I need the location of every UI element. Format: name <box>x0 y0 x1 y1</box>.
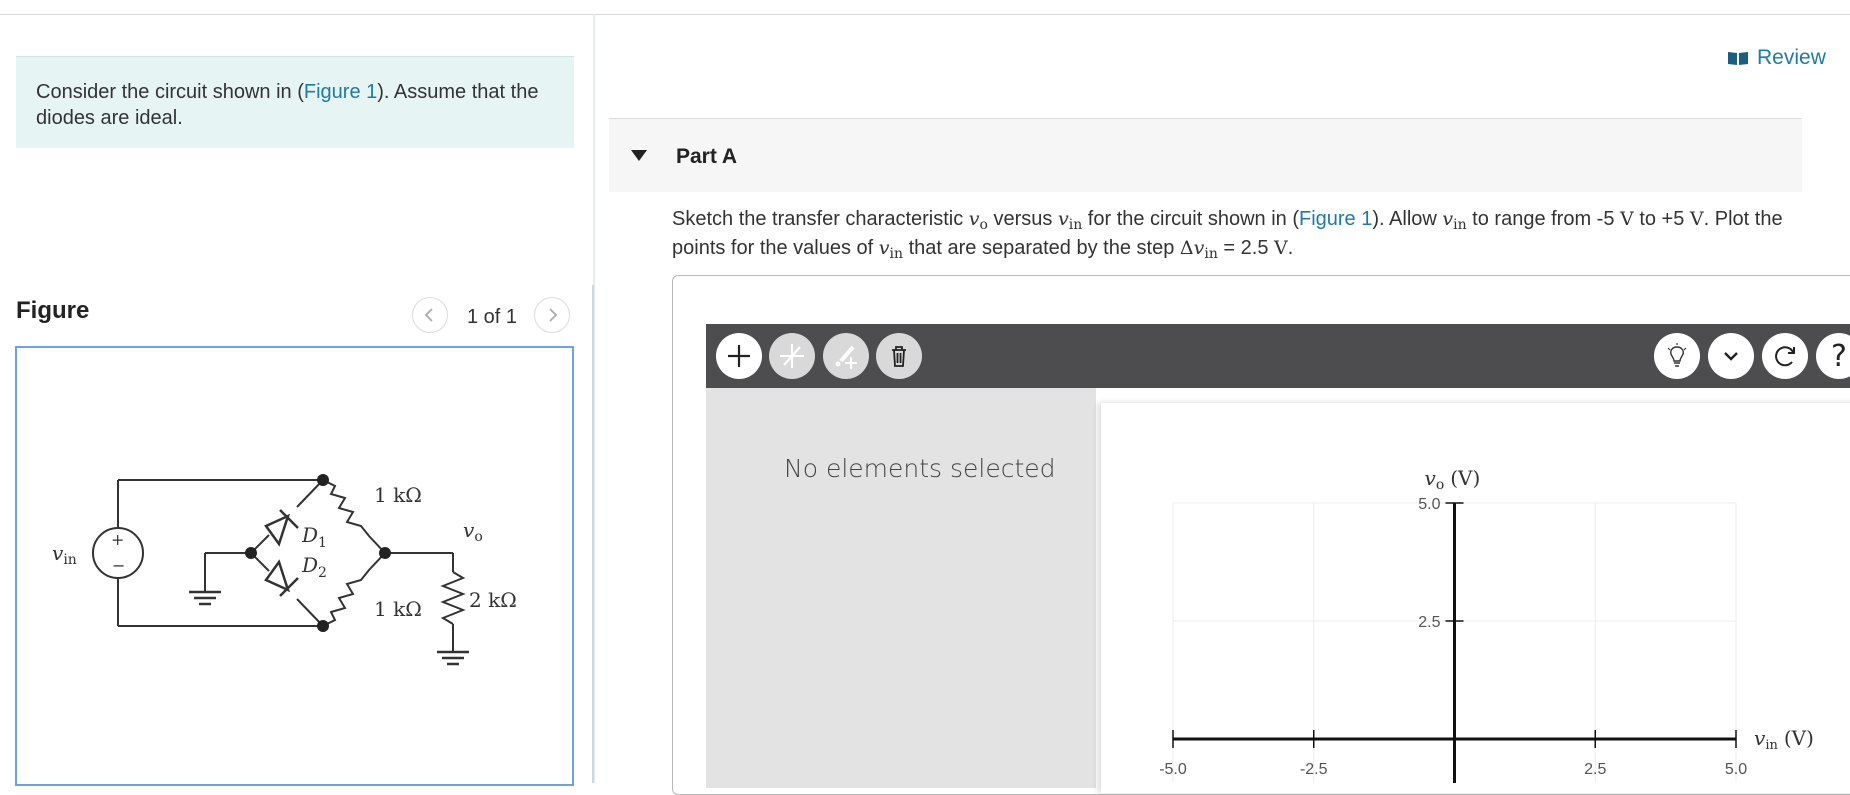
delete-button[interactable] <box>876 333 922 379</box>
svg-text:D1 <box>301 523 327 551</box>
selection-status: No elements selected <box>784 454 1056 483</box>
svg-text:vin <box>52 541 77 568</box>
plus-sign: + <box>111 530 125 549</box>
figure-link[interactable]: Figure 1 <box>303 81 378 103</box>
q-text-1: Sketch the transfer characteristic <box>672 208 969 230</box>
x-tick-label: 5.0 <box>1724 761 1748 778</box>
prompt-text-post: ). Assume that the diodes are ideal. <box>36 81 539 129</box>
top-border <box>0 14 1850 15</box>
q-text-8: that are separated by the step <box>903 237 1180 259</box>
transfer-characteristic-plot[interactable] <box>1101 403 1850 783</box>
vin-var-2: v <box>1442 208 1454 230</box>
q-text-9: = 2.5 <box>1217 237 1275 259</box>
vo-sub: o <box>979 217 988 233</box>
resistor-load-label: 2 kΩ <box>469 588 517 612</box>
problem-statement <box>16 56 574 148</box>
chevron-down-icon <box>1716 341 1746 371</box>
resistor-load <box>443 572 463 624</box>
vin-var-3: v <box>878 237 890 259</box>
q-text-6: to +5 <box>1633 208 1690 230</box>
unit-v-1: V <box>1620 208 1634 230</box>
vo-label-sub: o <box>474 529 483 545</box>
chevron-right-icon <box>544 307 560 323</box>
prev-figure-button[interactable] <box>412 297 448 333</box>
vin-sub-4: in <box>1204 246 1218 262</box>
part-a-header[interactable] <box>609 119 1802 192</box>
d2-label: D <box>302 553 319 577</box>
properties-pane <box>706 388 1096 788</box>
q-text-2: versus <box>987 208 1058 230</box>
q-text-7: . Plot the points for the values of <box>672 208 1783 259</box>
diode-d1 <box>266 516 288 544</box>
pane-scrollbar[interactable] <box>592 285 594 783</box>
hint-button[interactable] <box>1654 333 1700 379</box>
trash-icon <box>884 341 914 371</box>
x-tick-label: -2.5 <box>1299 761 1328 778</box>
review-label: Review <box>1757 46 1826 69</box>
reset-icon <box>1770 341 1800 371</box>
y-tick-label: 2.5 <box>1418 614 1441 631</box>
line-tool-icon <box>777 341 807 371</box>
q-text-3: for the circuit shown in ( <box>1082 208 1299 230</box>
d1-label: D <box>302 523 319 547</box>
x-tick-label: -5.0 <box>1159 761 1187 778</box>
svg-text:D2 <box>301 553 327 581</box>
vo-label: v <box>463 518 475 542</box>
x-axis-label: $v_{in}$ (V) <box>1754 726 1814 753</box>
add-point-button[interactable] <box>716 333 762 379</box>
figure-panel <box>15 346 574 786</box>
source-label: v <box>52 541 64 565</box>
lightbulb-icon <box>1662 341 1692 371</box>
add-vector-button[interactable] <box>823 333 869 379</box>
chevron-left-icon <box>422 307 438 323</box>
y-axis-label: $v_o$ (V) <box>1424 466 1481 493</box>
figure-title: Figure <box>16 297 90 324</box>
more-options-button[interactable] <box>1708 333 1754 379</box>
prompt-text-pre: Consider the circuit shown in ( <box>36 81 304 103</box>
plot-axes <box>1173 503 1736 783</box>
y-tick-label: 5.0 <box>1418 496 1441 513</box>
draw-tool-icon <box>831 341 861 371</box>
question-text <box>672 206 1812 264</box>
resistor-bottom-label: 1 kΩ <box>374 597 422 621</box>
q-text-10: . <box>1287 237 1294 259</box>
minus-sign: − <box>112 556 126 575</box>
figure-counter: 1 of 1 <box>467 306 518 328</box>
book-icon <box>1727 50 1749 66</box>
vin-sub-2: in <box>1453 217 1467 233</box>
vin-var-4: v <box>1193 237 1205 259</box>
source-label-sub: in <box>63 552 77 568</box>
x-tick-label: 2.5 <box>1584 761 1607 778</box>
part-title[interactable]: Part A <box>676 145 738 168</box>
q-text-5: to range from -5 <box>1466 208 1621 230</box>
unit-v-3: V <box>1274 237 1288 259</box>
review-link[interactable] <box>1727 46 1826 70</box>
caret-down-icon[interactable] <box>631 150 647 161</box>
vin-sub-3: in <box>889 246 904 262</box>
d2-label-sub: 2 <box>318 565 327 581</box>
help-icon: ? <box>1831 338 1847 374</box>
circuit-diagram <box>17 348 572 784</box>
svg-text:vo <box>463 518 483 545</box>
vo-var: v <box>968 208 980 230</box>
resistor-top-label: 1 kΩ <box>374 483 422 507</box>
add-line-button[interactable] <box>769 333 815 379</box>
next-figure-button[interactable] <box>534 297 570 333</box>
delta-symbol: Δ <box>1179 237 1194 259</box>
reset-button[interactable] <box>1762 333 1808 379</box>
figure-link-question[interactable]: Figure 1 <box>1298 208 1373 230</box>
vin-sub-1: in <box>1068 217 1083 233</box>
unit-v-2: V <box>1689 208 1704 230</box>
q-text-4: ). Allow <box>1372 208 1443 230</box>
vin-var-1: v <box>1058 208 1069 230</box>
d1-label-sub: 1 <box>318 535 327 551</box>
diode-d2 <box>266 562 288 590</box>
plus-icon <box>724 341 754 371</box>
